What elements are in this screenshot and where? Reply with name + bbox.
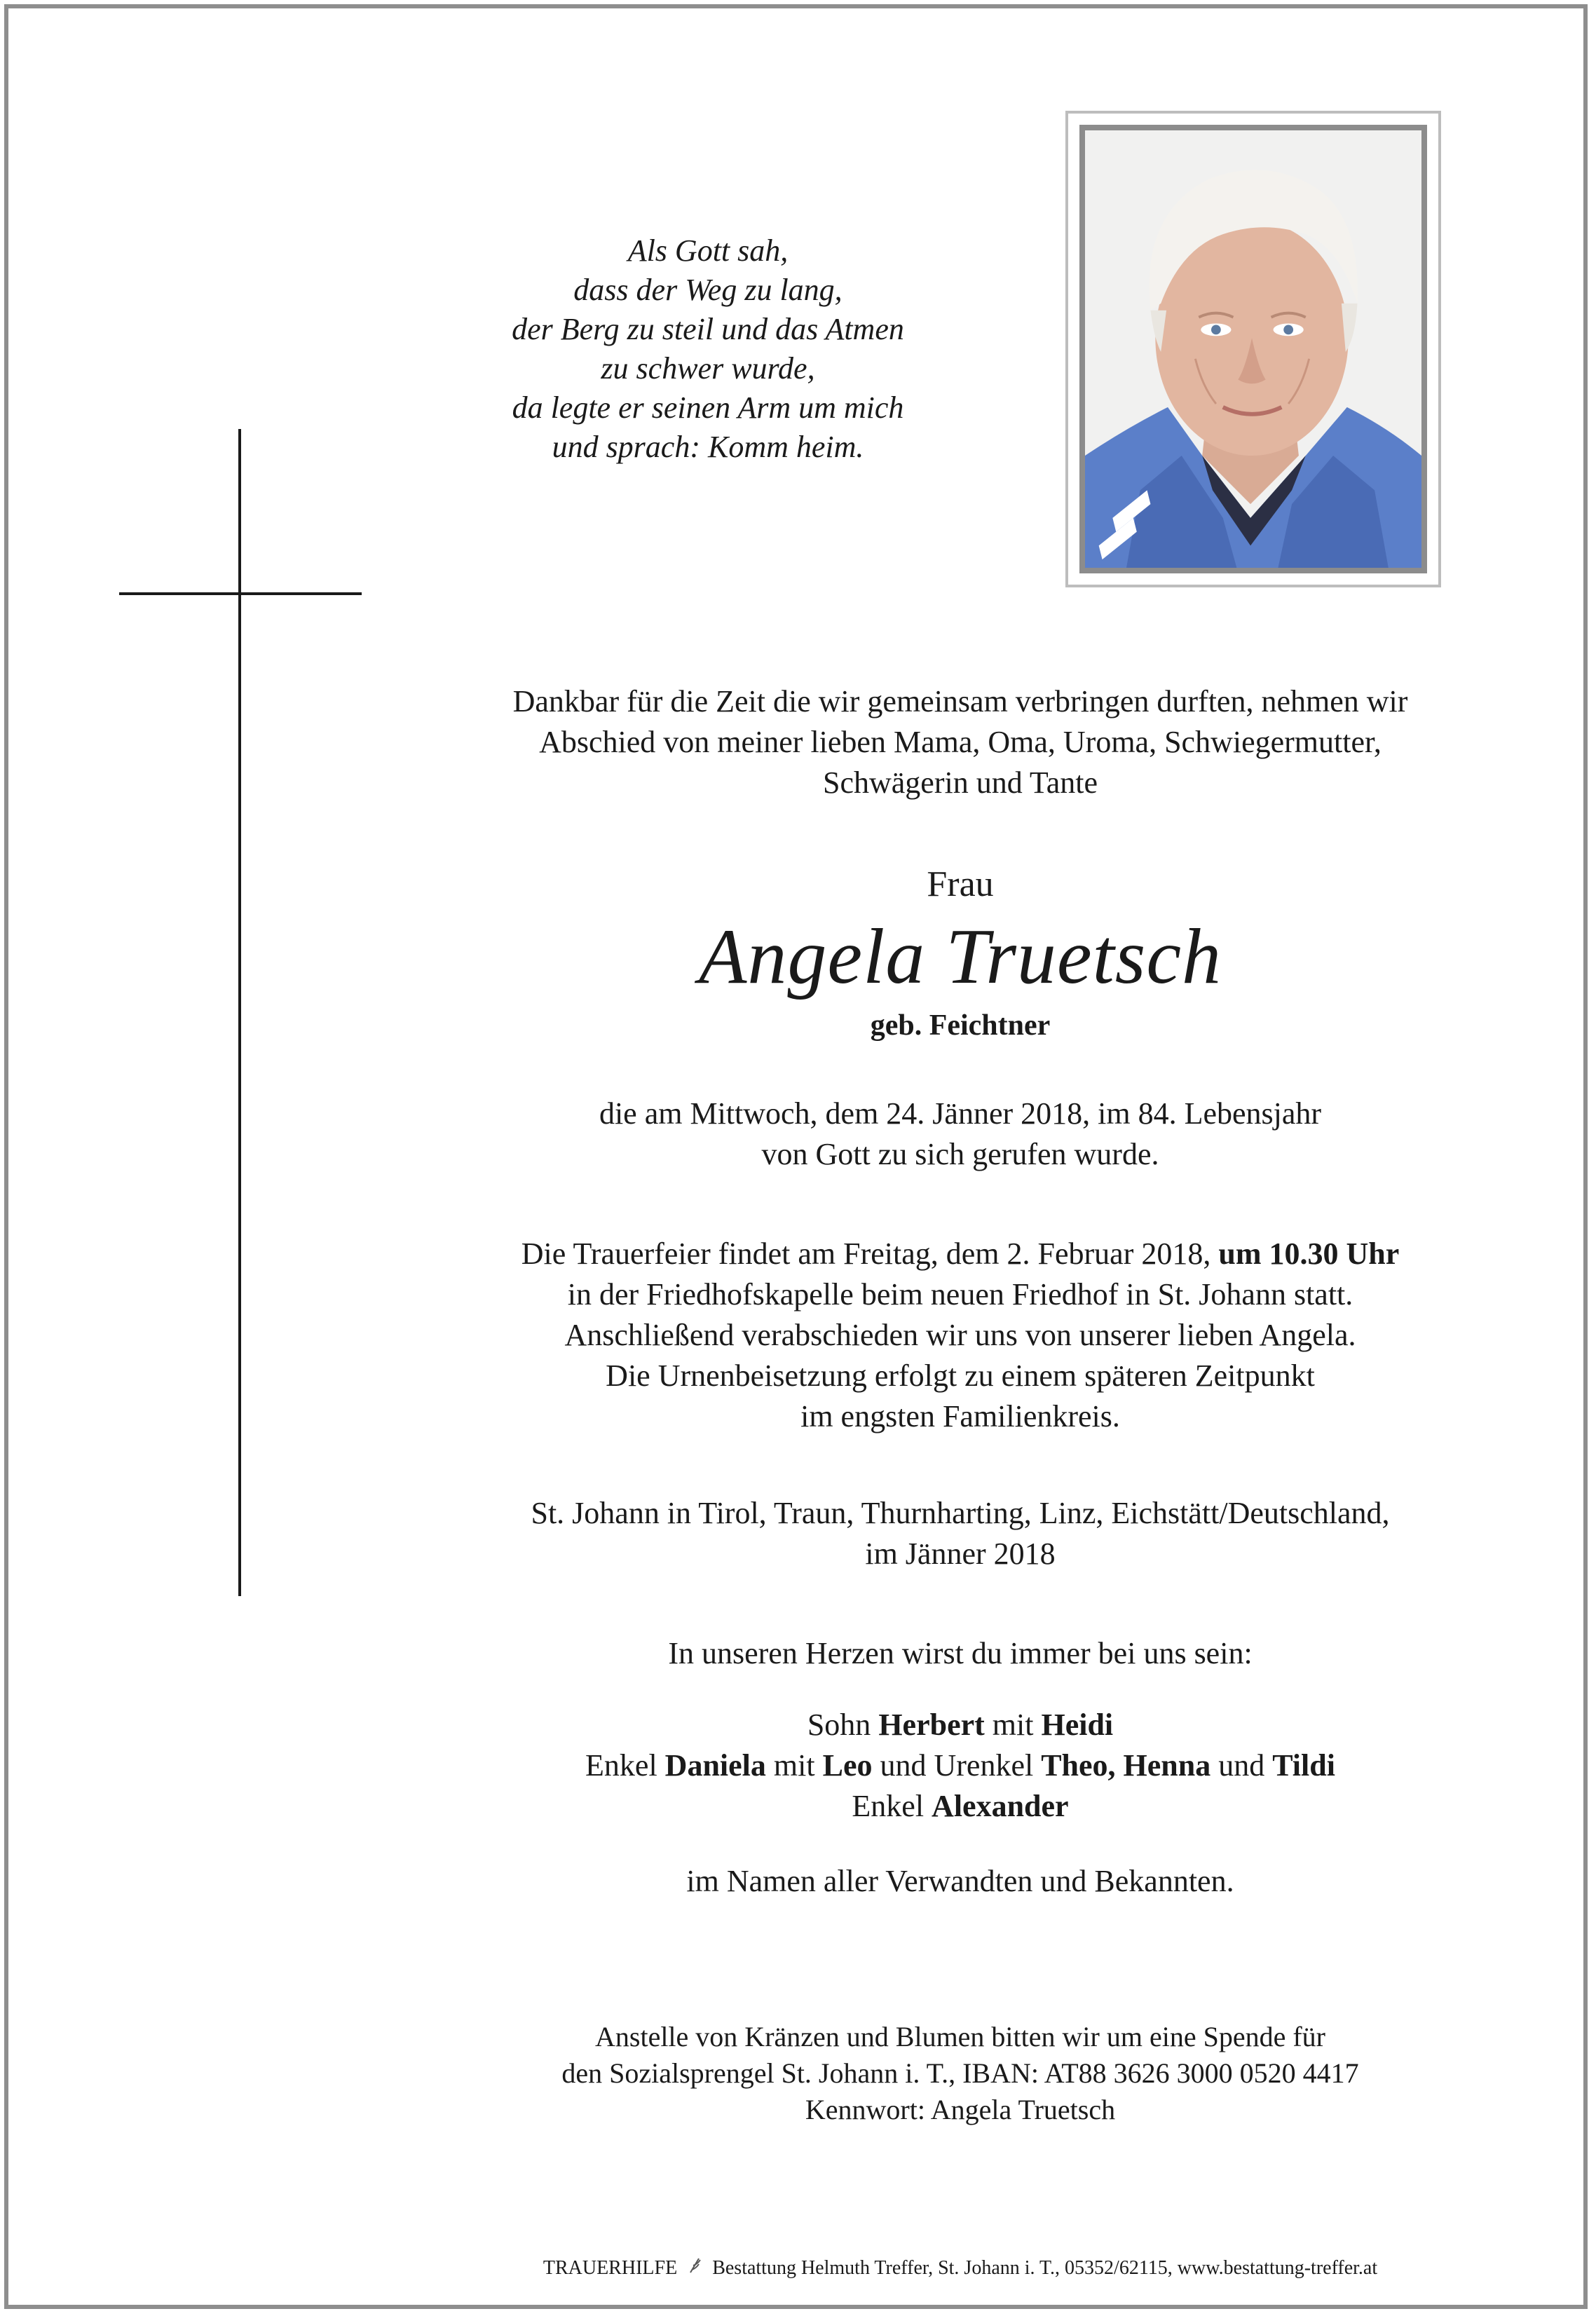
poem-line: Als Gott sah, <box>627 233 789 268</box>
family-member: Tildi <box>1272 1748 1335 1783</box>
family-row <box>364 1745 1556 1786</box>
donation-line: den Sozialsprengel St. Johann i. T., IBAN: AT88 3626 3000 0520 4417 <box>561 2057 1359 2089</box>
family-text: Enkel <box>852 1789 932 1823</box>
portrait-frame <box>1065 111 1441 587</box>
family-text: und Urenkel <box>872 1748 1042 1783</box>
death-notice-line: von Gott zu sich gerufen wurde. <box>761 1137 1159 1171</box>
cross-vertical-bar <box>238 429 241 1596</box>
trauerhilfe-logo-icon <box>685 2256 704 2275</box>
footer <box>364 2256 1556 2281</box>
poem-line: zu schwer wurde, <box>601 351 815 386</box>
ceremony-line: Anschließend verabschieden wir uns von unserer lieben Angela. <box>564 1318 1356 1352</box>
ceremony-line: im engsten Familienkreis. <box>800 1399 1120 1433</box>
deceased-name: Angela Truetsch <box>698 913 1222 1000</box>
family-member: Herbert <box>878 1708 985 1742</box>
salutation: Frau <box>927 864 994 904</box>
closing-line: im Namen aller Verwandten und Bekannten. <box>686 1864 1234 1898</box>
poem-line: da legte er seinen Arm um mich <box>512 390 904 425</box>
family-member: Heidi <box>1041 1708 1114 1742</box>
family-text: mit <box>765 1748 823 1783</box>
donation-line: Anstelle von Kränzen und Blumen bitten wir um eine Spende für <box>595 2021 1325 2052</box>
ceremony-line <box>364 1234 1556 1274</box>
poem-line: und sprach: Komm heim. <box>552 430 864 464</box>
family-row <box>364 1705 1556 1745</box>
family-member: Leo <box>822 1748 873 1783</box>
family-member: Daniela <box>664 1748 766 1783</box>
cross-horizontal-bar <box>119 592 362 595</box>
family-member: Theo, Henna <box>1041 1748 1211 1783</box>
death-notice-line: die am Mittwoch, dem 24. Jänner 2018, im 84. Lebensjahr <box>599 1096 1322 1131</box>
ceremony-line: Die Urnenbeisetzung erfolgt zu einem späteren Zeitpunkt <box>606 1358 1315 1393</box>
ceremony-time: um 10.30 Uhr <box>1218 1237 1400 1271</box>
maiden-name: geb. Feichtner <box>870 1009 1051 1042</box>
hearts-line: In unseren Herzen wirst du immer bei uns sein: <box>668 1636 1253 1670</box>
portrait-photo <box>1079 125 1427 573</box>
donation-line: Kennwort: Angela Truetsch <box>805 2094 1116 2125</box>
place-line: St. Johann in Tirol, Traun, Thurnharting, Linz, Eichstätt/Deutschland, <box>531 1496 1390 1530</box>
family-row <box>364 1786 1556 1827</box>
intro-line: Dankbar für die Zeit die wir gemeinsam verbringen durften, nehmen wir <box>512 684 1408 718</box>
poem-line: dass der Weg zu lang, <box>573 273 843 307</box>
footer-details: Bestattung Helmuth Treffer, St. Johann i. T., 05352/62115, www.bestattung-treffer.at <box>712 2257 1378 2279</box>
ceremony-line-text: Die Trauerfeier findet am Freitag, dem 2. Februar 2018, <box>521 1237 1219 1271</box>
family-text: Enkel <box>585 1748 665 1783</box>
ceremony-info <box>364 1234 1556 1437</box>
place-and-date <box>364 1493 1556 1574</box>
poem-line: der Berg zu steil und das Atmen <box>512 312 904 346</box>
intro-line: Schwägerin und Tante <box>822 765 1098 800</box>
family-text: und <box>1210 1748 1273 1783</box>
poem <box>393 231 1023 467</box>
intro-text <box>364 681 1556 803</box>
family-member: Alexander <box>932 1789 1069 1823</box>
ceremony-line: in der Friedhofskapelle beim neuen Friedhof in St. Johann statt. <box>567 1277 1353 1312</box>
intro-line: Abschied von meiner lieben Mama, Oma, Uroma, Schwiegermutter, <box>539 725 1382 759</box>
death-notice <box>364 1094 1556 1175</box>
donation-request <box>364 2019 1556 2128</box>
family-text: Sohn <box>807 1708 879 1742</box>
footer-brand: TRAUERHILFE <box>543 2257 678 2279</box>
place-line: im Jänner 2018 <box>865 1537 1056 1571</box>
family-text: mit <box>984 1708 1042 1742</box>
family-list <box>364 1705 1556 1827</box>
